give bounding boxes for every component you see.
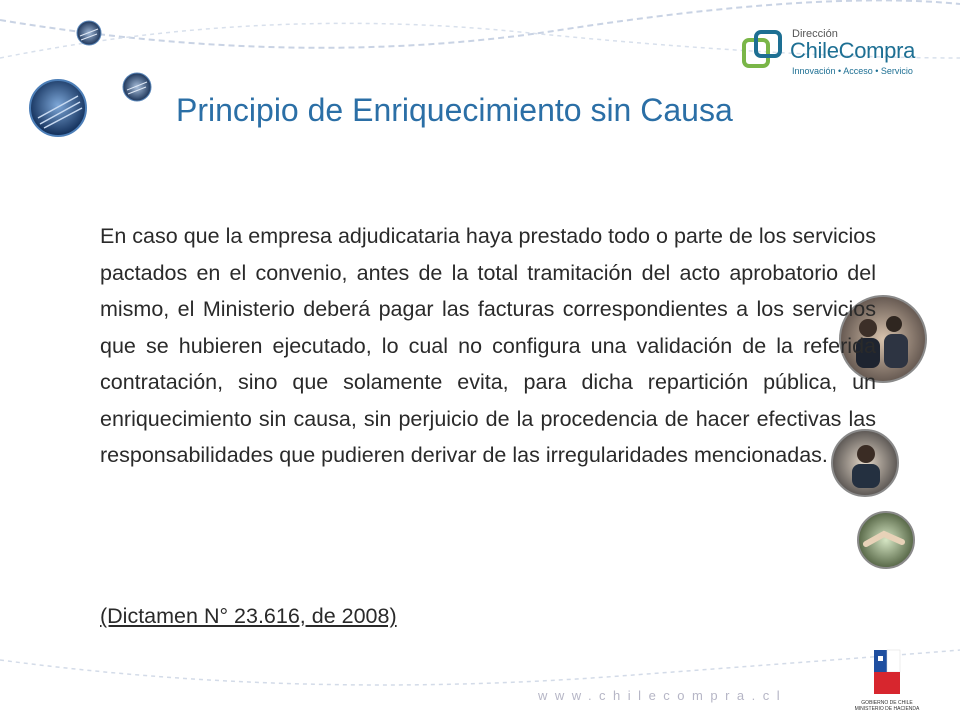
footer-url: www.chilecompra.cl	[538, 688, 788, 703]
decorative-photo-small-1	[76, 20, 102, 46]
logo-tagline: Innovación • Acceso • Servicio	[792, 66, 913, 76]
decorative-photo-small-2	[122, 72, 152, 102]
slide-title: Principio de Enriquecimiento sin Causa	[176, 92, 733, 128]
citation-link[interactable]: (Dictamen N° 23.616, de 2008)	[100, 604, 397, 628]
logo-name: ChileCompra	[790, 38, 916, 63]
decorative-photo-handshake	[856, 510, 916, 570]
gov-shield-icon	[852, 648, 922, 700]
gobierno-de-chile-logo	[852, 648, 922, 712]
gov-line-1: GOBIERNO DE CHILE	[861, 700, 913, 706]
body-paragraph: En caso que la empresa adjudicataria haya prestado todo o parte de los servicios pactados en el convenio, antes de la total tramitación del acto aprobatorio del mismo, el Ministerio deberá pagar las facturas correspondientes a los servicios que se hubieren ejecutado, lo cual no configura una validación de la referida contratación, sino que solamente evita, para dicha repartición pública, un enriquecimiento sin causa, sin perjuicio de la procedencia de hacer efectivas las responsabilidades que pudieren derivar de las irregularidades mencionadas.	[100, 224, 876, 467]
gov-line-2: MINISTERIO DE HACIENDA	[854, 706, 920, 712]
decorative-photo-escalator	[28, 78, 88, 138]
chilecompra-logo	[738, 24, 918, 80]
chilecompra-mark-icon	[742, 28, 784, 72]
logo-pre-label: Dirección	[792, 28, 838, 40]
main-content	[100, 218, 876, 474]
